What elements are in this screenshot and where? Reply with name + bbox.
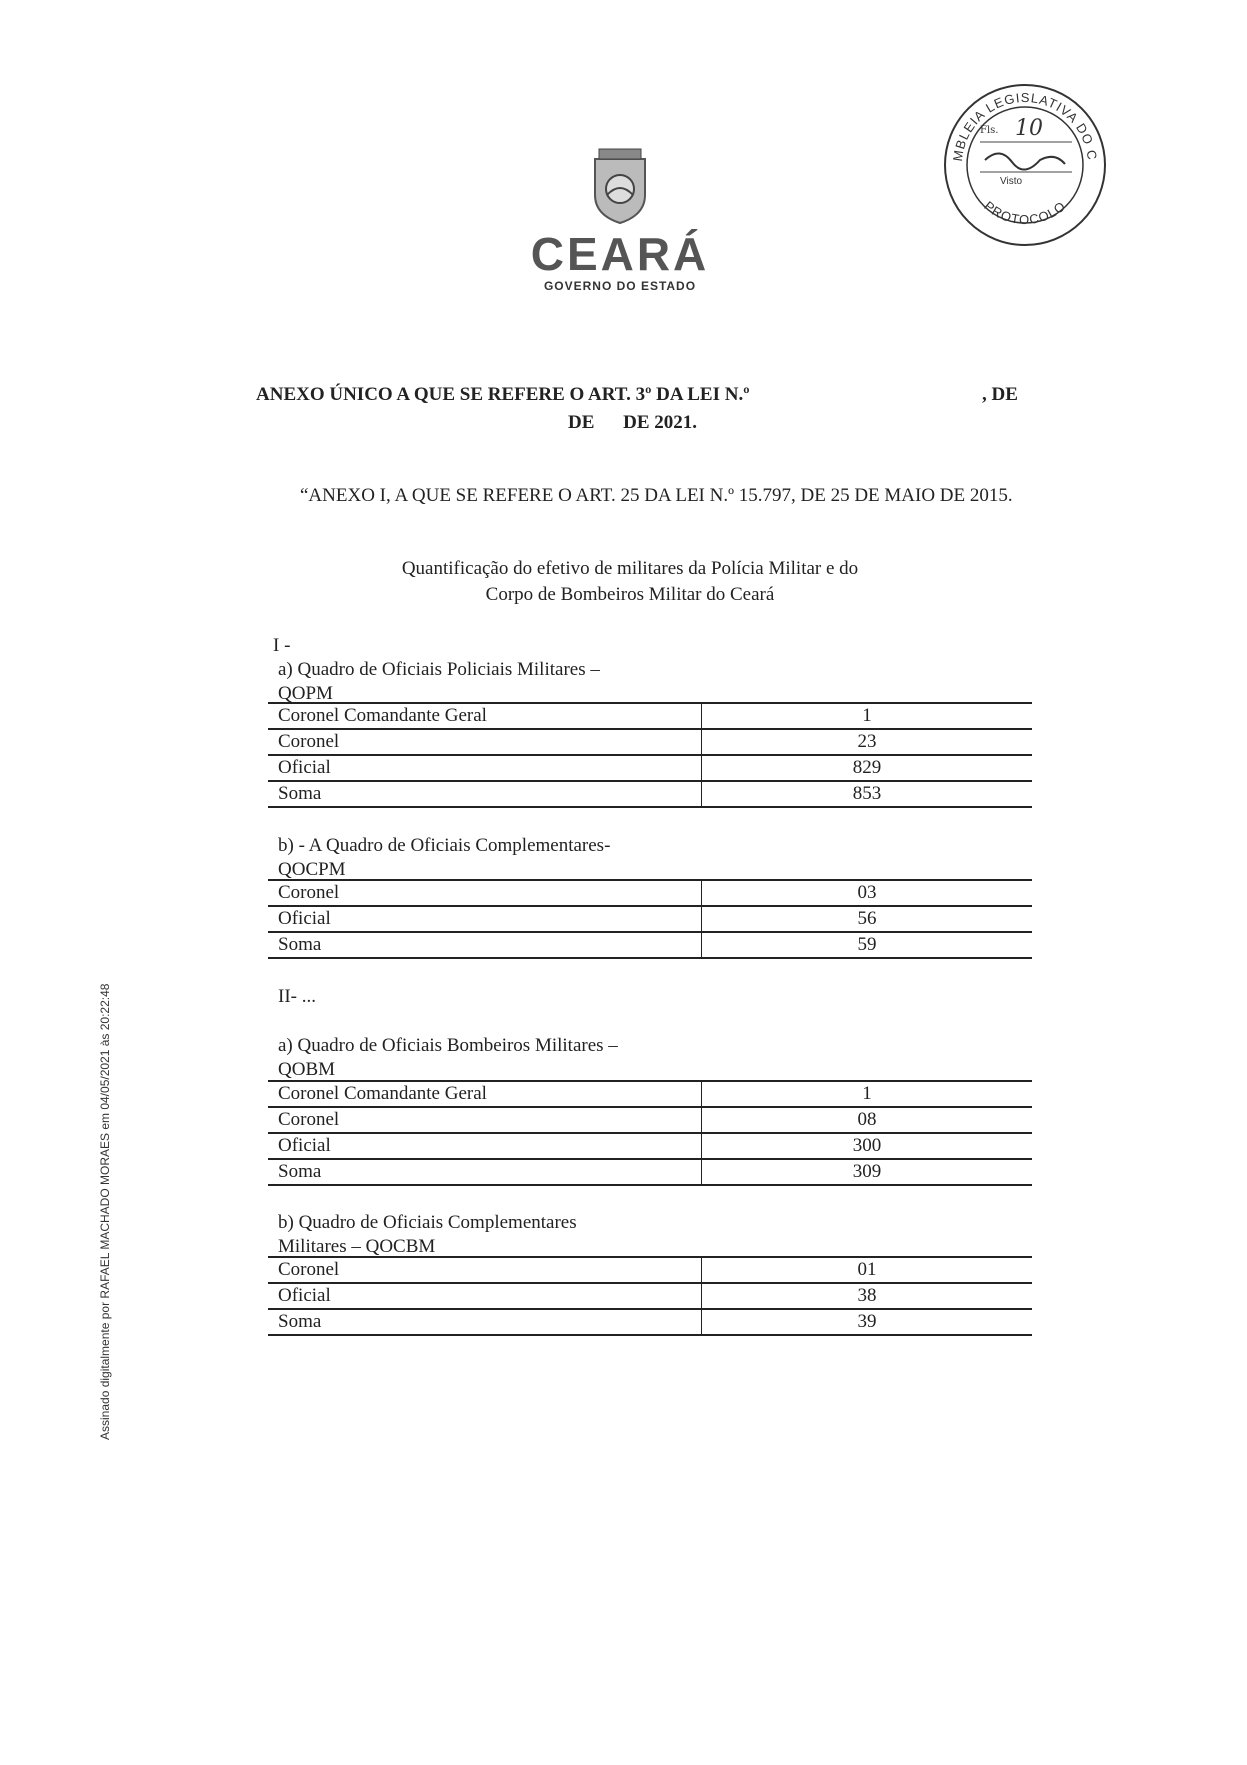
section-1a-title-line1: a) Quadro de Oficiais Policiais Militares – <box>278 659 600 680</box>
table-row <box>268 1257 1032 1283</box>
section-1b-title-line1: b) - A Quadro de Oficiais Complementares- <box>278 835 611 856</box>
table-row <box>268 1081 1032 1107</box>
row-value: 309 <box>702 1159 1033 1185</box>
row-value: 59 <box>702 932 1033 958</box>
section-2b-title-line1: b) Quadro de Oficiais Complementares <box>278 1212 577 1233</box>
quoted-annex-title: “ANEXO I, A QUE SE REFERE O ART. 25 DA LEI N.º 15.797, DE 25 DE MAIO DE 2015. <box>300 485 1013 506</box>
row-value: 08 <box>702 1107 1033 1133</box>
table-row <box>268 880 1032 906</box>
table-row <box>268 932 1032 958</box>
row-label: Soma <box>268 1309 702 1335</box>
row-value: 38 <box>702 1283 1033 1309</box>
row-value: 300 <box>702 1133 1033 1159</box>
protocol-stamp <box>940 80 1110 250</box>
table-row <box>268 781 1032 807</box>
row-value: 39 <box>702 1309 1033 1335</box>
table-qobm <box>268 1080 1032 1186</box>
row-value: 23 <box>702 729 1033 755</box>
annex-heading-day: DE <box>568 412 595 433</box>
table-row <box>268 1309 1032 1335</box>
row-value: 853 <box>702 781 1033 807</box>
table-row <box>268 703 1032 729</box>
section-2a-title-line2: QOBM <box>278 1059 336 1080</box>
row-value: 829 <box>702 755 1033 781</box>
row-label: Oficial <box>268 1283 702 1309</box>
table-row <box>268 1133 1032 1159</box>
row-label: Coronel <box>268 880 702 906</box>
annex-heading-date: , DE <box>982 384 1018 405</box>
table-row <box>268 729 1032 755</box>
section-1b-title-line2: QOCPM <box>278 859 346 880</box>
row-label: Oficial <box>268 755 702 781</box>
subtitle-line-1: Quantificação do efetivo de militares da Polícia Militar e do <box>401 558 859 579</box>
table-row <box>268 1107 1032 1133</box>
document-subtitle <box>330 556 930 608</box>
row-value: 56 <box>702 906 1033 932</box>
section-2a-title-line1: a) Quadro de Oficiais Bombeiros Militares – <box>278 1035 618 1056</box>
table-qopm <box>268 702 1032 808</box>
section-2-label: II- ... <box>278 986 316 1007</box>
row-value: 1 <box>702 1081 1033 1107</box>
row-label: Oficial <box>268 906 702 932</box>
stamp-fls-value: 10 <box>1015 116 1043 141</box>
row-label: Soma <box>268 781 702 807</box>
section-1b-title <box>278 834 610 882</box>
subtitle-line-2: Corpo de Bombeiros Militar do Ceará <box>485 584 775 605</box>
row-label: Coronel Comandante Geral <box>268 1081 702 1107</box>
row-label: Coronel <box>268 1257 702 1283</box>
table-qocpm <box>268 879 1032 959</box>
section-1-label: I - <box>273 635 291 656</box>
digital-signature-note: Assinado digitalmente por RAFAEL MACHADO MORAES em 04/05/2021 às 20:22:48 <box>98 983 112 1440</box>
row-label: Coronel <box>268 1107 702 1133</box>
row-value: 03 <box>702 880 1033 906</box>
stamp-ring-top-text: MBLEIA LEGISLATIVA DO C <box>949 89 1100 163</box>
row-label: Soma <box>268 932 702 958</box>
brand-name: CEARÁ <box>530 228 710 280</box>
row-label: Soma <box>268 1159 702 1185</box>
section-1a-title <box>278 658 600 706</box>
row-value: 1 <box>702 703 1033 729</box>
row-label: Coronel Comandante Geral <box>268 703 702 729</box>
stamp-fls-label: Fls. <box>980 125 999 136</box>
table-qocbm <box>268 1256 1032 1336</box>
table-row <box>268 906 1032 932</box>
section-2b-title-line2: Militares – QOCBM <box>278 1236 436 1257</box>
stamp-visto-label: Visto <box>1000 176 1023 187</box>
annex-heading-year: DE 2021. <box>623 412 698 433</box>
row-value: 01 <box>702 1257 1033 1283</box>
row-label: Oficial <box>268 1133 702 1159</box>
stamp-signature-icon <box>985 153 1065 169</box>
section-2a-title <box>278 1034 618 1082</box>
section-2b-title <box>278 1211 577 1259</box>
coat-of-arms-icon <box>585 145 655 225</box>
annex-heading-line2 <box>568 412 697 434</box>
state-logo <box>520 145 720 293</box>
row-label: Coronel <box>268 729 702 755</box>
annex-heading: ANEXO ÚNICO A QUE SE REFERE O ART. 3º DA LEI N.º <box>256 384 750 405</box>
table-row <box>268 1283 1032 1309</box>
stamp-ring-bottom-text: PROTOCOLO <box>981 198 1069 228</box>
table-row <box>268 755 1032 781</box>
section-1a-title-line2: QOPM <box>278 683 333 704</box>
stamp-ring-icon <box>940 80 1110 250</box>
table-row <box>268 1159 1032 1185</box>
svg-text:PROTOCOLO <box>981 198 1068 227</box>
brand-subtitle: GOVERNO DO ESTADO <box>543 279 697 293</box>
